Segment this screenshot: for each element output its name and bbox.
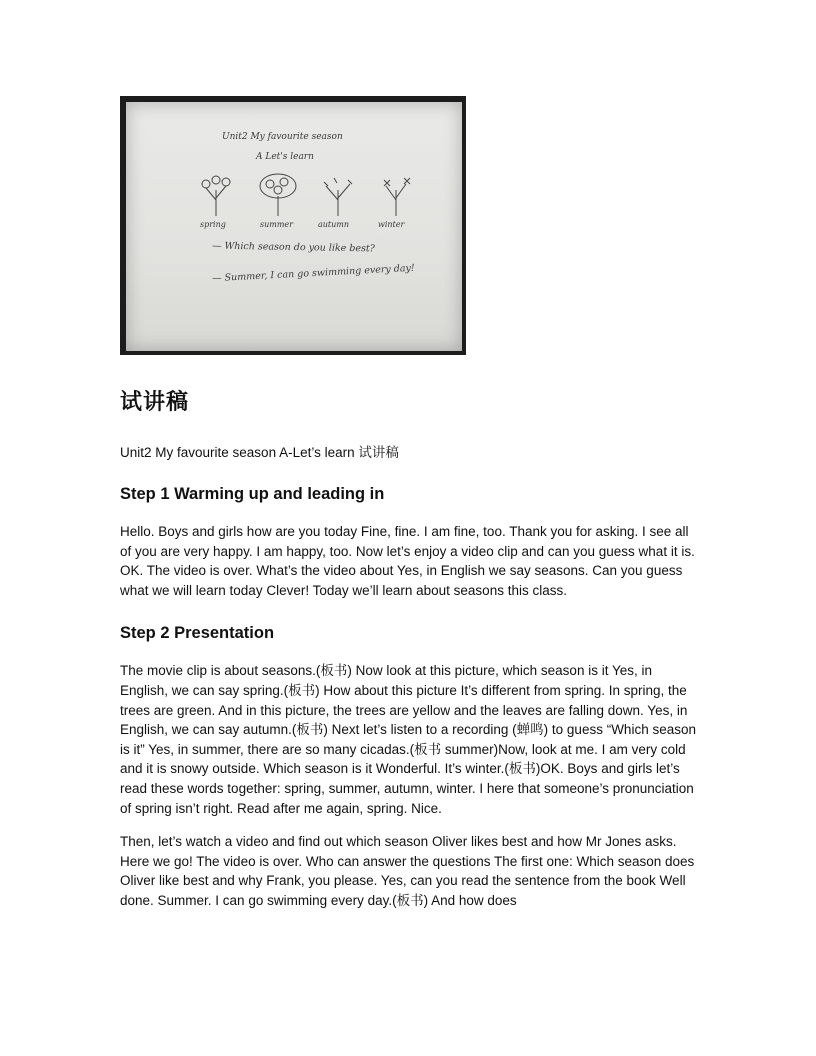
autumn-tree-icon [318,172,358,216]
sheet-title: Unit2 My favourite season [222,132,343,142]
word-winter: winter [378,220,405,229]
handwritten-sheet [126,102,462,351]
winter-tree-icon [376,172,416,216]
sheet-subtitle: A Let's learn [256,152,314,162]
step1-paragraph: Hello. Boys and girls how are you today Fine, fine. I am fine, too. Thank you for asking. I see all of you are very happy. I am happy, too. Now let’s enjoy a video clip and can you guess what it is. OK. The video is over. What’s the video about Yes, in English we say seasons. Can you guess what we will learn today Clever! Today we’ll learn about seasons this class. [120,524,695,598]
summer-tree-icon [256,172,300,216]
document-subtitle: Unit2 My favourite season A-Let’s learn 试讲稿 [120,445,399,460]
step2-paragraph-2: Then, let’s watch a video and find out which season Oliver likes best and how Mr Jones asks. Here we go! The video is over. Who can answer the questions The first one: Which season does Oliver like best and why Frank, you please. Yes, can you read the sentence from the book Well done. Summer. I can go swimming every day.(板书) And how does [120,834,695,908]
step1-heading: Step 1 Warming up and leading in [120,485,385,503]
step2-paragraph-1: The movie clip is about seasons.(板书) Now look at this picture, which season is it Yes, in English, we can say spring.(板书) How about this picture It’s different from spring. In spring, the trees are green. And in this picture, the trees are yellow and the leaves are falling down. Yes, in English, we can say autumn.(板书) Next let’s listen to a recording (蝉鸣) to guess “Which season is it” Yes, in summer, there are so many cicadas.(板书 summer)Now, look at me. I am very cold and it is snowy outside. Which season is it Wonderful. It’s winter.(板书)OK. Boys and girls let’s read these words together: spring, summer, autumn, winter. I here that someone’s pronunciation of spring isn’t right. Read after me again, spring. Nice. [120,663,696,816]
word-spring: spring [200,220,226,229]
blackboard-photo [120,96,466,355]
sheet-question: — Which season do you like best? [211,240,375,255]
spring-tree-icon [196,172,236,216]
word-autumn: autumn [318,220,350,229]
document-page [120,96,698,911]
word-summer: summer [260,220,293,229]
document-title: 试讲稿 [120,389,190,414]
sheet-answer: — Summer, I can go swimming every day! [211,262,415,285]
step2-heading: Step 2 Presentation [120,624,275,643]
